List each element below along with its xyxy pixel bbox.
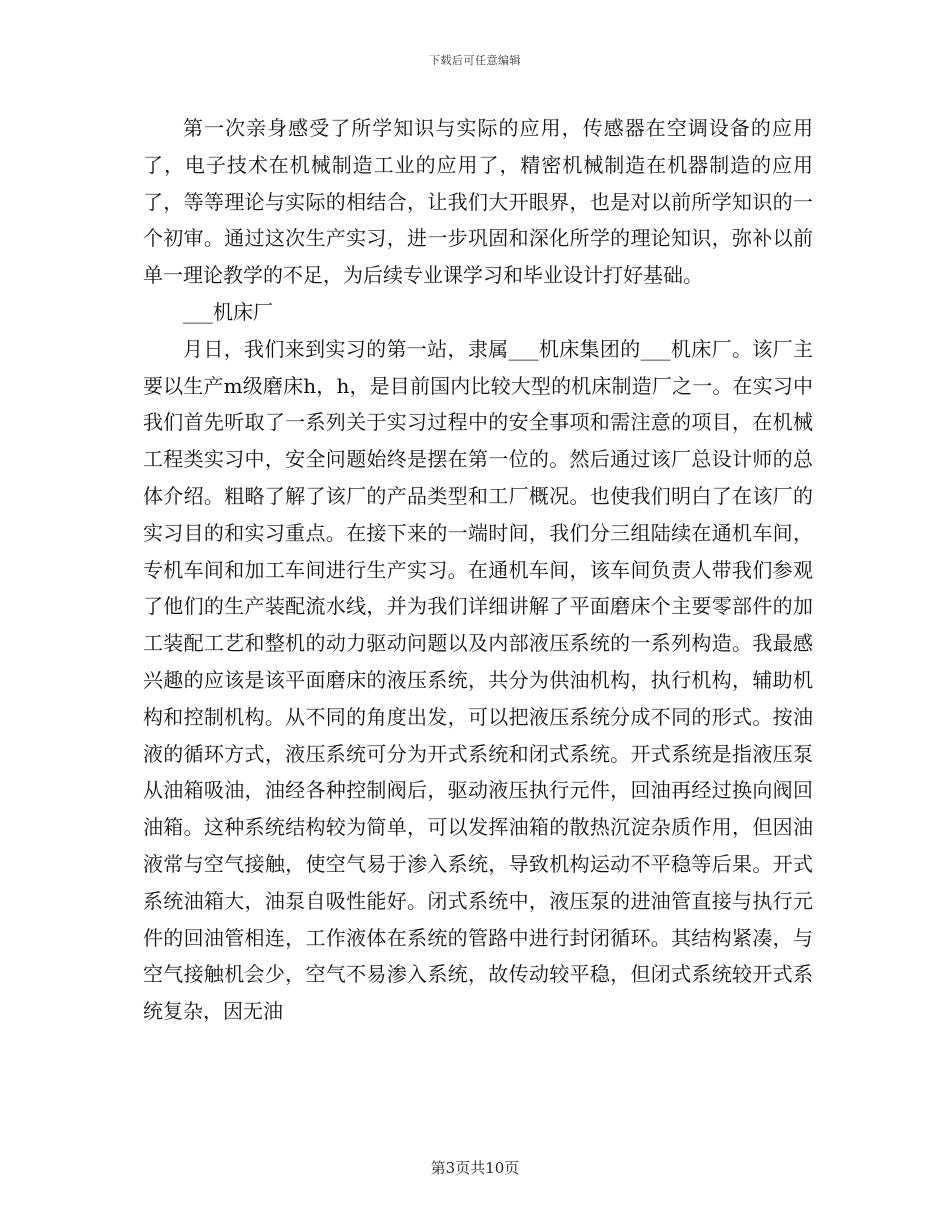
section-heading-machine-tool-factory: ___机床厂 bbox=[183, 299, 273, 324]
page-header: 下载后可任意编辑 bbox=[429, 54, 521, 67]
paragraph-intro-summary: 第一次亲身感受了所学知识与实际的应用，传感器在空调设备的应用了，电子技术在机械制造工业的应用了，精密机械制造在机器制造的应用了，等等理论与实际的相结合，让我们大开眼界，也是对以前所学知识的一个初审。通过这次生产实习，进一步巩固和深化所学的理论知识，弥补以前单一理论教学的不足，为后续专业课学习和毕业设计打好基础。 bbox=[143, 116, 813, 288]
page-number: 第3页共10页 bbox=[430, 1159, 520, 1177]
paragraph-factory-visit: 月日，我们来到实习的第一站，隶属___机床集团的___机床厂。该厂主要以生产m级磨床h，h，是目前国内比较大型的机床制造厂之一。在实习中我们首先听取了一系列关于实习过程中的安全事项和需注意的项目，在机械工程类实习中，安全问题始终是摆在第一位的。然后通过该厂总设计师的总体介绍。粗略了解了该厂的产品类型和工厂概况。也使我们明白了在该厂的实习目的和实习重点。在接下来的一端时间，我们分三组陆续在通机车间，专机车间和加工车间进行生产实习。在通机车间，该车间负责人带我们参观了他们的生产装配流水线，并为我们详细讲解了平面磨床个主要零部件的加工装配工艺和整机的动力驱动问题以及内部液压系统的一系列构造。我最感兴趣的应该是该平面磨床的液压系统，共分为供油机构，执行机构，辅助机构和控制机构。从不同的角度出发，可以把液压系统分成不同的形式。按油液的循环方式，液压系统可分为开式系统和闭式系统。开式系统是指液压泵从油箱吸油，油经各种控制阀后，驱动液压执行元件，回油再经过换向阀回油箱。这种系统结构较为简单，可以发挥油箱的散热沉淀杂质作用，但因油液常与空气接触，使空气易于渗入系统，导致机构运动不平稳等后果。开式系统油箱大，油泵自吸性能好。闭式系统中，液压泵的进油管直接与执行元件的回油管相连，工作液体在系统的管路中进行封闭循环。其结构紧凑，与空气接触机会少，空气不易渗入系统，故传动较平稳，但闭式系统较开式系统复杂，因无油 bbox=[143, 336, 813, 1024]
document-body bbox=[143, 110, 813, 1030]
